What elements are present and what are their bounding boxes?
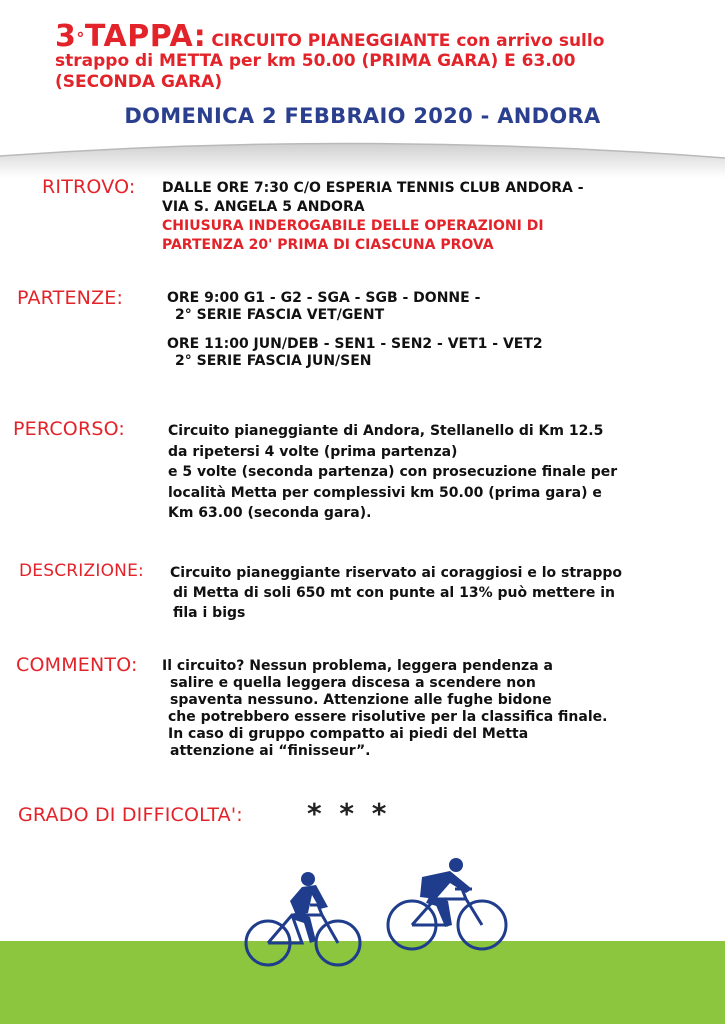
commento-label: COMMENTO:	[16, 654, 138, 676]
percorso-details: Circuito pianeggiante di Andora, Stellanello di Km 12.5 da ripetersi 4 volte (prima partenza) e 5 volte (seconda partenza) con prosecuzione finale per località Metta per complessivi km 50.00 (prima gara) e Km 63.00 (seconda gara).	[168, 423, 618, 521]
descrizione-details: Circuito pianeggiante riservato ai coraggiosi e lo strappo di Metta di soli 650 mt con punte al 13% può mettere in fila i bigs	[170, 565, 623, 621]
descrizione-label: DESCRIZIONE:	[19, 561, 144, 581]
difficolta-label: GRADO DI DIFFICOLTA':	[18, 804, 243, 826]
header-swoosh	[0, 128, 725, 178]
partenze-group-2: ORE 11:00 JUN/DEB - SEN1 - SEN2 - VET1 - VET2 2° SERIE FASCIA JUN/SEN	[167, 336, 543, 369]
partenze-group-1: ORE 9:00 G1 - G2 - SGA - SGB - DONNE - 2° SERIE FASCIA VET/GENT	[167, 290, 481, 323]
commento-details: Il circuito? Nessun problema, leggera pendenza a salire e quella leggera discesa a scendere non spaventa nessuno. Attenzione alle fughe bidone che potrebbero essere risolutive per la classifica finale. In caso di gruppo compatto ai piedi del Metta attenzione ai “finisseur”.	[162, 658, 608, 759]
ritrovo-label: RITROVO:	[42, 176, 136, 198]
stage-number: 3°	[55, 19, 85, 54]
stage-title-continued: strappo di METTA per km 50.00 (PRIMA GARA) E 63.00 (SECONDA GARA)	[55, 51, 576, 92]
stage-title-rest: CIRCUITO PIANEGGIANTE con arrivo sullo	[211, 31, 605, 51]
ritrovo-details: DALLE ORE 7:30 C/O ESPERIA TENNIS CLUB ANDORA - VIA S. ANGELA 5 ANDORA CHIUSURA INDEROGABILE DELLE OPERAZIONI DI PARTENZA 20' PRIMA DI CIASCUNA PROVA	[162, 180, 584, 253]
cyclist-icon	[246, 905, 360, 965]
partenze-label: PARTENZE:	[17, 287, 124, 309]
percorso-label: PERCORSO:	[13, 418, 126, 440]
stage-word: TAPPA:	[84, 19, 207, 54]
event-date: DOMENICA 2 FEBBRAIO 2020 - ANDORA	[124, 104, 601, 128]
difficulty-stars: * * *	[307, 797, 391, 830]
cyclists-illustration	[230, 855, 530, 975]
